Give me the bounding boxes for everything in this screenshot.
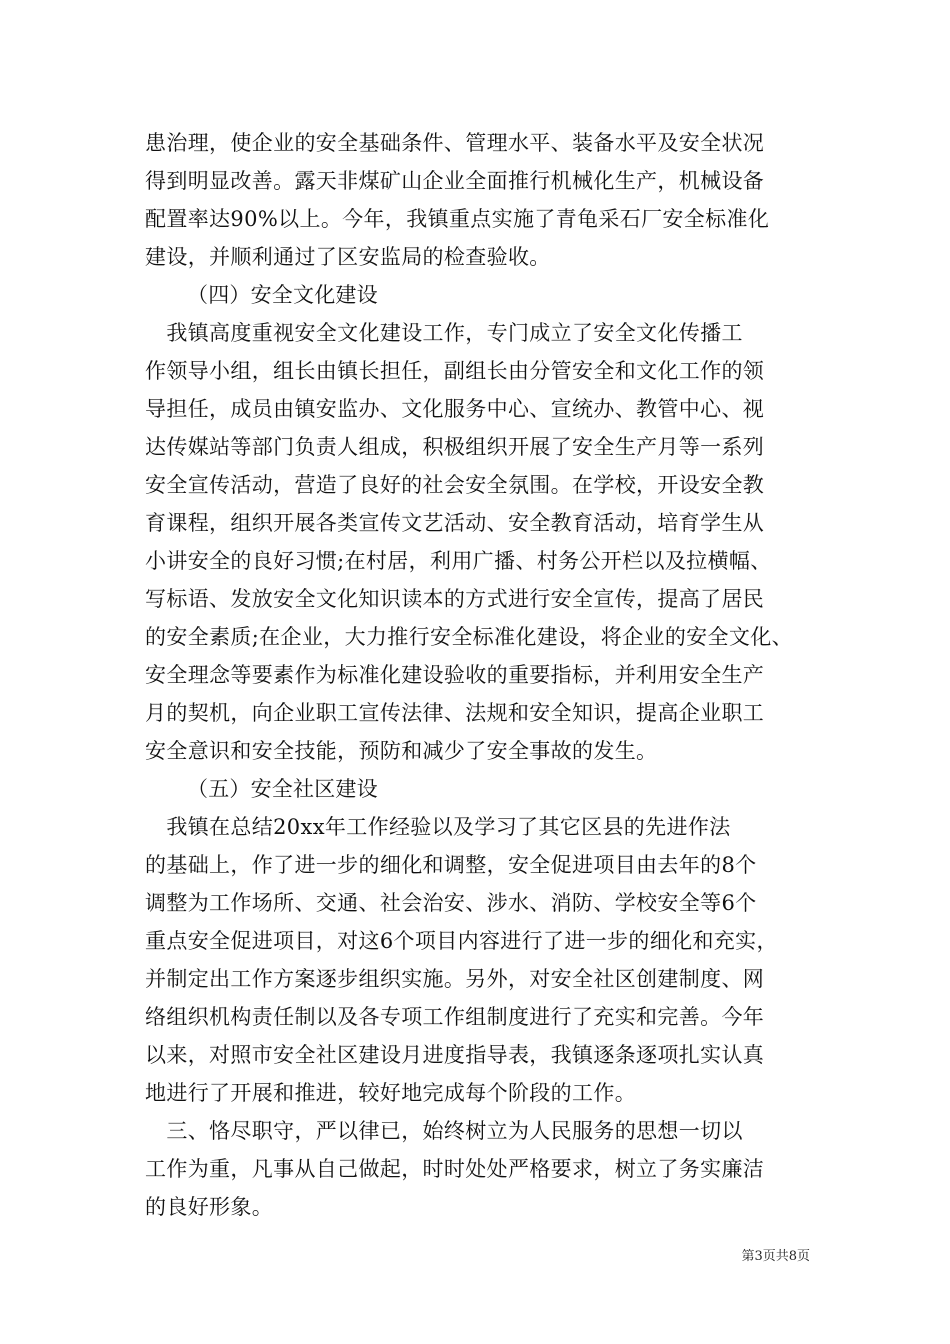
body-line: 配置率达90%以上。今年，我镇重点实施了青龟采石厂安全标准化 bbox=[145, 207, 770, 231]
body-line: 并制定出工作方案逐步组织实施。另外，对安全社区创建制度、网 bbox=[145, 967, 765, 991]
body-line: 的良好形象。 bbox=[145, 1195, 274, 1219]
body-line: 络组织机构责任制以及各专项工作组制度进行了充实和完善。今年 bbox=[145, 1005, 765, 1029]
body-line: 达传媒站等部门负责人组成，积极组织开展了安全生产月等一系列 bbox=[145, 435, 765, 459]
body-line: 的基础上，作了进一步的细化和调整，安全促进项目由去年的8个 bbox=[145, 853, 757, 877]
body-line: 写标语、发放安全文化知识读本的方式进行安全宣传，提高了居民 bbox=[145, 587, 765, 611]
body-line: 安全意识和安全技能，预防和减少了安全事故的发生。 bbox=[145, 739, 658, 763]
body-line: 得到明显改善。露天非煤矿山企业全面推行机械化生产，机械设备 bbox=[145, 169, 765, 193]
body-line: 作领导小组，组长由镇长担任，副组长由分管安全和文化工作的领 bbox=[145, 359, 765, 383]
body-line: 调整为工作场所、交通、社会治安、涉水、消防、学校安全等6个 bbox=[145, 891, 757, 915]
body-line: 导担任，成员由镇安监办、文化服务中心、宣统办、教管中心、视 bbox=[145, 397, 765, 421]
section-heading: （五）安全社区建设 bbox=[187, 777, 378, 801]
body-line: 的安全素质;在企业，大力推行安全标准化建设，将企业的安全文化、 bbox=[145, 625, 793, 649]
document-body bbox=[145, 124, 825, 1226]
body-line: 三、恪尽职守，严以律已，始终树立为人民服务的思想一切以 bbox=[145, 1119, 743, 1143]
body-line: 安全理念等要素作为标准化建设验收的重要指标，并利用安全生产 bbox=[145, 663, 765, 687]
body-line: 我镇在总结20xx年工作经验以及学习了其它区县的先进作法 bbox=[145, 815, 731, 839]
body-line: 安全宣传活动，营造了良好的社会安全氛围。在学校，开设安全教 bbox=[145, 473, 765, 497]
body-line: 育课程，组织开展各类宣传文艺活动、安全教育活动，培育学生从 bbox=[145, 511, 765, 535]
body-line: 工作为重，凡事从自己做起，时时处处严格要求，树立了务实廉洁 bbox=[145, 1157, 765, 1181]
section-heading: （四）安全文化建设 bbox=[187, 283, 378, 307]
body-line: 建设，并顺利通过了区安监局的检查验收。 bbox=[145, 245, 551, 269]
body-line: 地进行了开展和推进，较好地完成每个阶段的工作。 bbox=[145, 1081, 637, 1105]
body-line: 患治理，使企业的安全基础条件、管理水平、装备水平及安全状况 bbox=[145, 131, 765, 155]
body-line: 月的契机，向企业职工宣传法律、法规和安全知识，提高企业职工 bbox=[145, 701, 765, 725]
body-line: 以来，对照市安全社区建设月进度指导表，我镇逐条逐项扎实认真 bbox=[145, 1043, 765, 1067]
page-number: 第3页共8页 bbox=[741, 1249, 810, 1264]
body-line: 我镇高度重视安全文化建设工作，专门成立了安全文化传播工 bbox=[145, 321, 743, 345]
body-line: 重点安全促进项目，对这6个项目内容进行了进一步的细化和充实， bbox=[145, 929, 778, 953]
body-line: 小讲安全的良好习惯;在村居，利用广播、村务公开栏以及拉横幅、 bbox=[145, 549, 772, 573]
